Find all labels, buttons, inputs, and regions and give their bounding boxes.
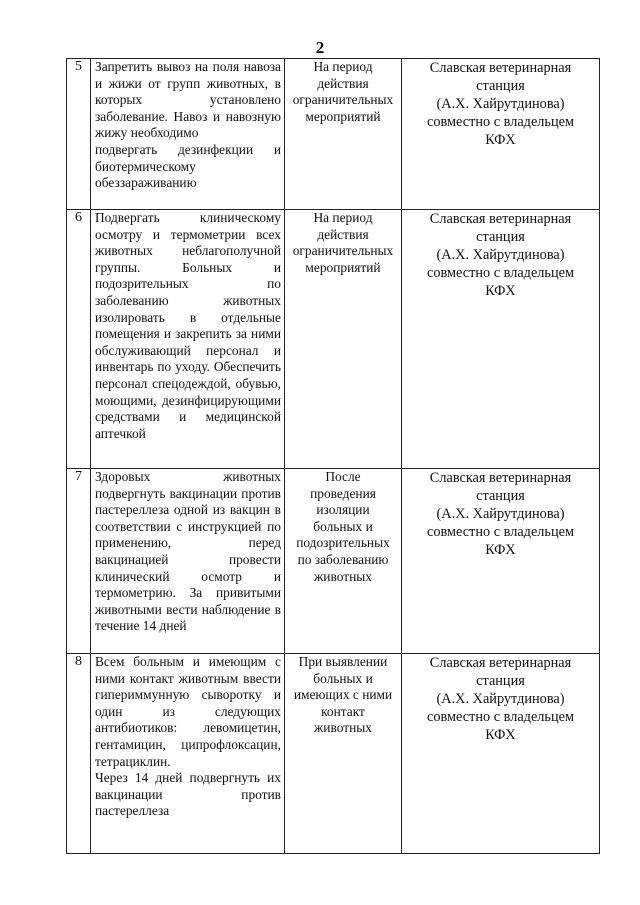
term-cell xyxy=(285,469,402,654)
row-number: 6 xyxy=(67,210,91,469)
term-text: На период действия ограничительных мероприятий xyxy=(292,210,394,275)
table-row xyxy=(67,210,600,469)
row-number: 8 xyxy=(67,654,91,854)
action-paragraph: Подвергать клиническому осмотру и термометрии всех животных неблагополучной группы. Больных и подозрительных по заболеванию животных изолировать в отдельные помещения и закрепить за ними обслуживающий персонал и инвентарь по уходу. Обеспечить персонал спецодеждой, обувью, моющими, дезинфицирующими средствами и медицинской аптечкой xyxy=(95,210,281,441)
table-row xyxy=(67,469,600,654)
responsible-cell xyxy=(402,59,600,210)
action-cell xyxy=(91,210,285,469)
responsible-cell xyxy=(402,654,600,854)
responsible-text: Славская ветеринарная станция (А.Х. Хайрутдинова) совместно с владельцем КФХ xyxy=(427,60,574,148)
term-text: При выявлении больных и имеющих с ними контакт животных xyxy=(293,654,393,736)
action-paragraph: подвергать дезинфекции и биотермическому обеззараживанию xyxy=(95,141,281,191)
page-number: 2 xyxy=(315,38,325,57)
term-text: На период действия ограничительных мероприятий xyxy=(292,59,394,124)
action-cell xyxy=(91,469,285,654)
table-row xyxy=(67,654,600,854)
responsible-text: Славская ветеринарная станция (А.Х. Хайрутдинова) совместно с владельцем КФХ xyxy=(427,470,574,558)
action-paragraph: Через 14 дней подвергнуть их вакцинации против пастереллеза xyxy=(95,770,281,819)
term-text: После проведения изоляции больных и подозрительных по заболеванию животных xyxy=(296,469,390,584)
action-cell xyxy=(91,654,285,854)
responsible-cell xyxy=(402,469,600,654)
row-number: 5 xyxy=(67,59,91,210)
action-cell xyxy=(91,59,285,210)
term-cell xyxy=(285,59,402,210)
row-number: 7 xyxy=(67,469,91,654)
measures-table xyxy=(66,58,600,854)
responsible-text: Славская ветеринарная станция (А.Х. Хайрутдинова) совместно с владельцем КФХ xyxy=(427,655,574,743)
action-paragraph: Здоровых животных подвергнуть вакцинации против пастереллеза одной из вакцин в соответствии с инструкцией по применению, перед вакцинацией провести клинический осмотр и термометрию. За привитыми животными вести наблюдение в течение 14 дней xyxy=(95,469,281,634)
responsible-text: Славская ветеринарная станция (А.Х. Хайрутдинова) совместно с владельцем КФХ xyxy=(427,211,574,299)
term-cell xyxy=(285,654,402,854)
responsible-cell xyxy=(402,210,600,469)
action-paragraph: Всем больным и имеющим с ними контакт животным ввести гипериммунную сыворотку и один из следующих антибиотиков: левомицетин, гентамицин, ципрофлоксацин, тетрациклин. xyxy=(95,654,281,769)
table-row xyxy=(67,59,600,210)
action-paragraph: Запретить вывоз на поля навоза и жижи от групп животных, в которых установлено заболевание. Навоз и навозную жижу необходимо xyxy=(95,59,281,141)
term-cell xyxy=(285,210,402,469)
